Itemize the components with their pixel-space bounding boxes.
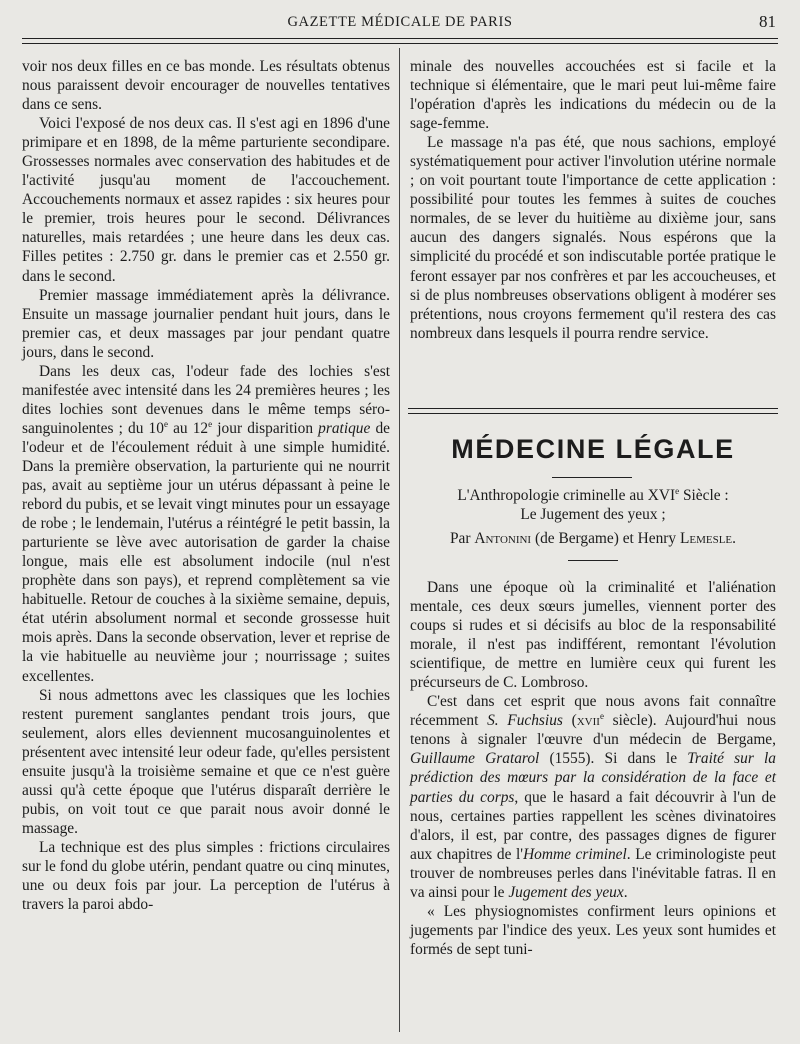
paragraph: C'est dans cet esprit que nous avons fait connaître récemment S. Fuchsius (xvii$^e$ siècle). Aujourd'hui nous tenons à signaler l'œuvre d'un médecin de Bergame, Guillaume Gratarol (1555). Si dans le Traité sur la prédiction des mœurs par la considération de la face et parties du corps, que le hasard a fait découvrir à l'un de nous, certaines parties rappellent les scènes divinatoires d'alors, il est, par contre, des passages dignes de figurer aux chapitres de l'Homme criminel. Le criminologiste peut trouver de nombreuses perles dans l'inévitable fatras. Il en va ainsi pour le Jugement des yeux. [410,693,776,901]
right-column-top [410,57,776,343]
paragraph: Voici l'exposé de nos deux cas. Il s'est agi en 1896 d'une primipare et en 1898, de la même parturiente secondipare. Grossesses normales avec conservation des habitudes et de l'activité jusqu'au moment de l'accouchement. Accouchements normaux et assez rapides : six heures pour le premier, trois heures pour le second. Délivrances naturelles, mais retardées ; une heure dans les deux cas. Filles petites : 2.750 gr. dans le premier cas et 2.550 gr. dans le second. [22,115,390,285]
right-column-bottom [410,578,776,959]
section-title: MÉDECINE LÉGALE [451,434,735,464]
article-title: L'Anthropologie criminelle au XVIe Siècle : Le Jugement des yeux ; [457,485,729,523]
paragraph: minale des nouvelles accouchées est si facile et la technique si élémentaire, que le mari peut lui-même faire l'opération d'après les indications du médecin ou de la sage-femme. [410,58,776,133]
paragraph: voir nos deux filles en ce bas monde. Les résultats obtenus nous paraissent devoir encourager de nouvelles tentatives dans ce sens. [22,58,390,114]
paragraph: La technique est des plus simples : frictions circulaires sur le fond du globe utérin, pendant quatre ou cinq minutes, une ou deux fois par jour. La perception de l'utérus à travers la paroi abdo- [22,838,390,914]
paragraph: Dans les deux cas, l'odeur fade des lochies s'est manifestée avec intensité dans les 24 premières heures ; les dites lochies sont devenues dans le même temps séro-sanguinolentes ; du 10e au 12e jour disparition pratique de l'odeur et de l'écoulement réduit à une simple humidité. Dans la première observation, la parturiente qui ne nourrit pas, avait au septième jour un utérus dépassant à peine le rebord du pubis, et se levait vingt minutes pour un essayage de robe ; le lendemain, l'utérus a réintégré le petit bassin, la parturiente se lève avec autorisation de garder la chaise longue, mais elle est absolument indocile (nul n'est prophète dans son pays), et reprend complètement sa vie habituelle. Retour de couches à la sixième semaine, depuis, état utérin absolument normal et seconde grossesse huit mois après. Dans la seconde observation, lever et reprise de la vie habituelle au neuvième jour ; nourrissage ; suites excellentes. [22,362,391,685]
page-number: 81 [759,12,776,31]
journal-title: GAZETTE MÉDICALE DE PARIS [287,14,513,30]
short-divider [568,560,618,561]
short-divider [552,477,632,478]
paragraph: Si nous admettons avec les classiques que les lochies restent purement sanglantes pendant trois jours, que seulement, alors elles deviennent mucosanguinolentes et présentent avec intensité leur odeur fade, qu'elles persistent ensuite jusqu'à la troisième semaine et que ce n'est guère aussi qu'à cette époque que l'utérus disparaît derrière le pubis, on voit tout ce que parait nous avoir donné le massage. [22,686,390,837]
paragraph: Le massage n'a pas été, que nous sachions, employé systématiquement pour activer l'involution utérine normale ; on voit pourtant toute l'importance de cette application : possibilité pour toutes les femmes à suites de couches normales, de se lever du huitième au dixième jour, sans aucun des dangers signalés. Nous espérons que la simplicité du procédé et son indiscutable portée pratique le feront essayer par nos confrères et par les accoucheuses, et si de plus nombreuses observations obligent à modérer ses prétentions, nous croyons fermement qu'il restera des cas nombreux dans lesquels il pourra rendre service. [410,134,776,342]
paragraph: « Les physiognomistes confirment leurs opinions et jugements par l'indice des yeux. Les yeux sont humides et formés de sept tuni- [410,902,776,958]
column-separator [399,48,400,1032]
header-rule [22,38,778,44]
section-rule [408,408,778,414]
paragraph: Premier massage immédiatement après la délivrance. Ensuite un massage journalier pendant huit jours, dans le premier cas, et deux massages par jour pendant quatre jours, dans le second. [22,286,390,361]
paragraph: Dans une époque où la criminalité et l'aliénation mentale, ces deux sœurs jumelles, viennent porter des coups si rudes et si décisifs au bloc de la responsabilité morale, il n'est pas indifférent, remontant l'évolution scientifique, de mettre en lumière ceux qui furent les précurseurs de C. Lombroso. [410,579,776,692]
left-column [22,57,390,914]
byline: Par Antonini (de Bergame) et Henry Lemesle. [449,530,737,547]
page-header [22,10,778,36]
